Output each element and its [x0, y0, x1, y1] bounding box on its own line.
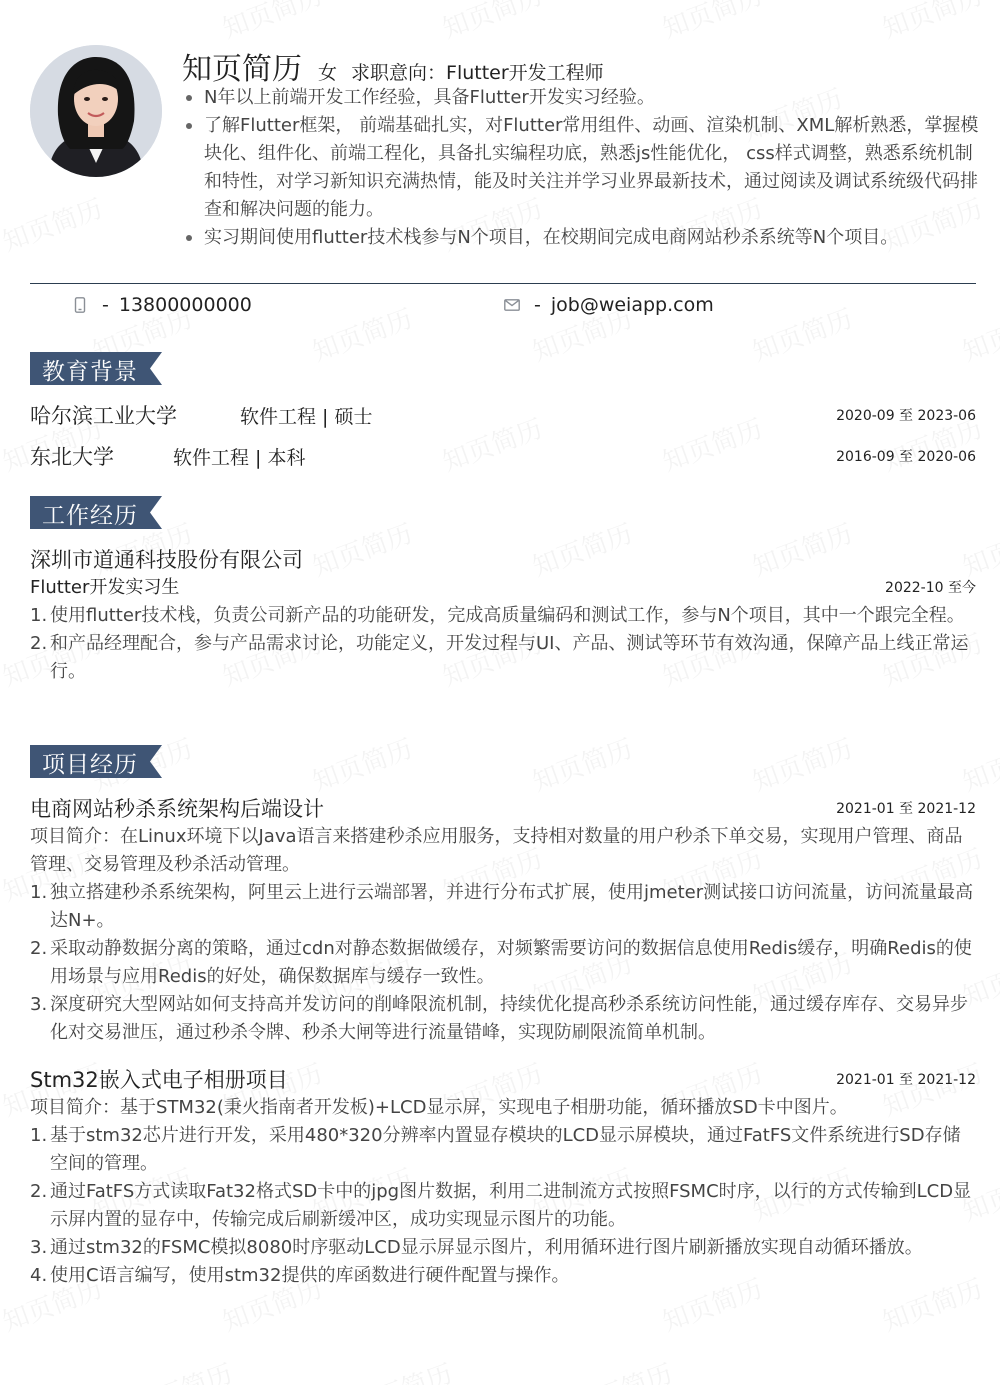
list-item: 2. 采取动静数据分离的策略，通过cdn对静态数据做缓存，对频繁需要访问的数据信息使用Redis缓存，明确Redis的使用场景与应用Redis的好处，确保数据库与缓存一致性。 — [30, 938, 972, 987]
watermark — [217, 0, 327, 46]
watermark — [957, 728, 1000, 798]
degree: 软件工程 | 硕士 — [240, 406, 373, 428]
watermark — [0, 188, 107, 258]
watermark — [567, 1353, 677, 1385]
list-item: 1. 独立搭建秒杀系统架构，阿里云上进行云端部署，并进行分布式扩展，使用jmeter测试接口访问流量，访问流量最高达N+。 — [30, 882, 974, 931]
list-item: 1. 使用flutter技术栈，负责公司新产品的功能研发，完成高质量编码和测试工作，参与N个项目，其中一个跟完全程。 — [30, 605, 965, 626]
header-divider — [30, 283, 976, 284]
contact-separator: - — [102, 294, 109, 316]
mail-icon — [504, 297, 520, 313]
watermark — [127, 1353, 237, 1385]
project-intro: 项目简介：在Linux环境下以Java语言来搭建秒杀应用服务，支持相对数量的用户秒杀下单交易，实现用户管理、商品管理、交易管理及秒杀活动管理。 — [30, 826, 963, 875]
role-row — [30, 573, 976, 599]
candidate-name: 知页简历 — [182, 52, 302, 87]
list-item: 1. 基于stm32芯片进行开发，采用480*320分辨率内置显存模块的LCD显示屏模块，通过FatFS文件系统进行SD存储空间的管理。 — [30, 1125, 961, 1174]
summary-item: 了解Flutter框架， 前端基础扎实，对Flutter常用组件、动画、渲染机制、XML解析熟悉，掌握模块化、组件化、前端工程化，具备扎实编程功底，熟悉js性能优化， css样式调整，熟悉系统机制和特性，对学习新知识充满热情，能及时关注并学习业界最新技术，通过阅读及调试系统级代码排查和解决问题的能力。 — [182, 112, 982, 224]
watermark — [307, 728, 417, 798]
section-title: 教育背景 — [42, 359, 138, 385]
list-item: 3. 深度研究大型网站如何支持高并发访问的削峰限流机制，持续优化提高秒杀系统访问性能，通过缓存库存、交易异步化对交易泄压，通过秒杀令牌、秒杀大闸等进行流量错峰，实现防刷限流简单机制。 — [30, 994, 968, 1043]
watermark — [877, 0, 987, 46]
watermark — [307, 298, 417, 368]
contact-email — [504, 294, 714, 316]
watermark — [347, 1353, 457, 1385]
project-title: 电商网站秒杀系统架构后端设计 — [30, 797, 324, 821]
project-title: Stm32嵌入式电子相册项目 — [30, 1068, 288, 1092]
list-item: 2. 和产品经理配合，参与产品需求讨论，功能定义，开发过程与UI、产品、测试等环节有效沟通，保障产品上线正常运行。 — [30, 633, 969, 682]
section-heading-projects — [30, 745, 162, 778]
summary-item: 实习期间使用flutter技术栈参与N个项目，在校期间完成电商网站秒杀系统等N个项目。 — [182, 224, 982, 252]
contact-separator: - — [534, 294, 541, 316]
watermark — [437, 0, 547, 46]
school-name: 哈尔滨工业大学 — [30, 404, 177, 428]
list-item: 4. 使用C语言编写，使用stm32提供的库函数进行硬件配置与操作。 — [30, 1265, 570, 1286]
school-name: 东北大学 — [30, 445, 114, 469]
date-range: 2021-01 至 2021-12 — [836, 801, 976, 817]
header-title-row — [182, 44, 604, 87]
company-row — [30, 544, 976, 574]
watermark — [747, 728, 857, 798]
phone-number[interactable]: 13800000000 — [118, 294, 252, 316]
project-details-list — [30, 1122, 976, 1290]
phone-icon — [72, 297, 88, 313]
email-address[interactable]: job@weiapp.com — [550, 294, 714, 316]
project-details-list — [30, 879, 976, 1047]
job-role: Flutter开发实习生 — [30, 577, 180, 598]
job-intent-label: 求职意向： — [351, 62, 447, 84]
project-title-row — [30, 1064, 976, 1094]
date-range: 2020-09 至 2023-06 — [836, 408, 976, 424]
project-intro: 项目简介：基于STM32(秉火指南者开发板)+LCD显示屏，实现电子相册功能，循环播放SD卡中图片。 — [30, 1097, 848, 1118]
watermark — [527, 728, 637, 798]
list-item: 3. 通过stm32的FSMC模拟8080时序驱动LCD显示屏显示图片，利用循环进行图片刷新播放实现自动循环播放。 — [30, 1237, 923, 1258]
section-title: 工作经历 — [42, 503, 138, 529]
work-duties-list — [30, 602, 990, 686]
candidate-gender: 女 — [318, 62, 338, 84]
watermark — [957, 298, 1000, 368]
avatar-portrait — [30, 45, 162, 177]
avatar — [30, 45, 162, 177]
section-title: 项目经历 — [42, 752, 138, 778]
date-range: 2016-09 至 2020-06 — [836, 449, 976, 465]
watermark — [747, 298, 857, 368]
project-title-row — [30, 793, 976, 823]
watermark — [657, 0, 767, 46]
job-intent: Flutter开发工程师 — [446, 62, 604, 84]
company-name: 深圳市道通科技股份有限公司 — [30, 548, 303, 572]
contact-phone — [72, 294, 252, 316]
education-row — [30, 400, 976, 430]
summary-item: N年以上前端开发工作经验，具备Flutter开发实习经验。 — [182, 84, 982, 112]
summary-list — [182, 84, 982, 252]
degree: 软件工程 | 本科 — [173, 447, 306, 469]
section-heading-work — [30, 496, 162, 529]
date-range: 2022-10 至今 — [885, 580, 976, 596]
list-item: 2. 通过FatFS方式读取Fat32格式SD卡中的jpg图片数据，利用二进制流方式按照FSMC时序，以行的方式传输到LCD显示屏内置的显存中，传输完成后刷新缓冲区，成功实现显示图片的功能。 — [30, 1181, 972, 1230]
section-heading-education — [30, 352, 162, 385]
date-range: 2021-01 至 2021-12 — [836, 1072, 976, 1088]
education-row — [30, 441, 976, 471]
